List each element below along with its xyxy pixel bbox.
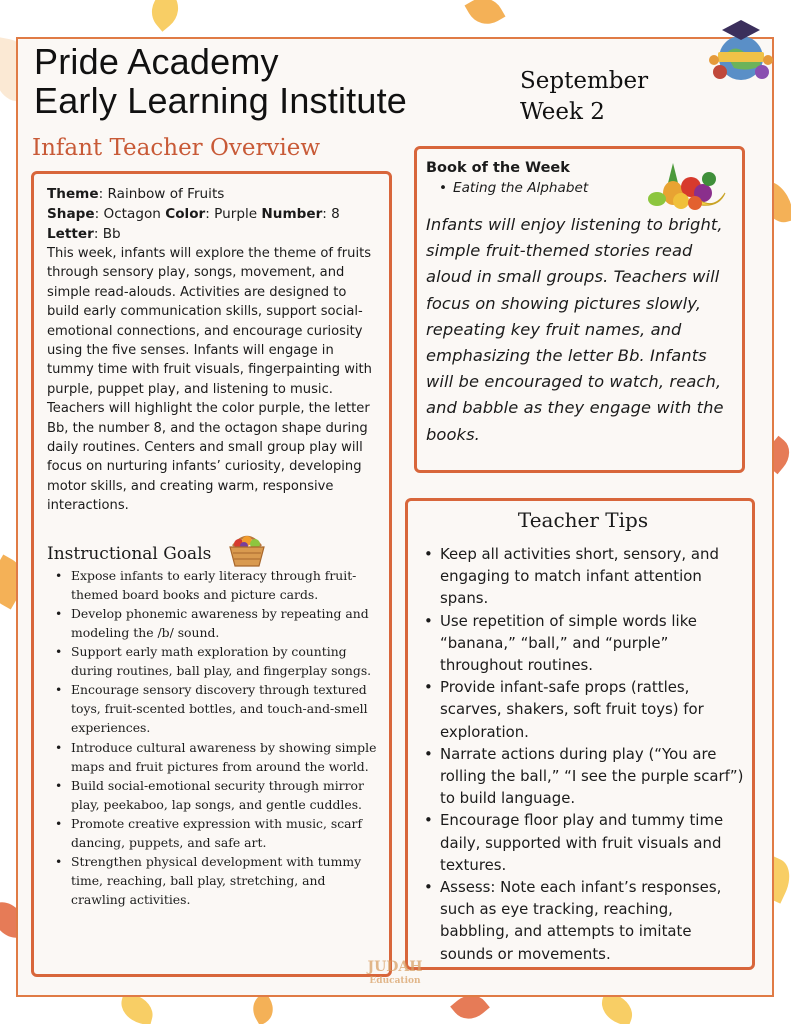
book-heading: Book of the Week [426, 160, 570, 176]
goal-item: • Strengthen physical development with tummy time, reaching, ball play, stretching, and crawling activities. [69, 852, 377, 909]
tip-item: • Narrate actions during play (“You are rolling the ball,” “I see the purple scarf”) to build language. [440, 743, 744, 810]
color-value: : Purple [205, 206, 262, 222]
goal-item: • Promote creative expression with music, scarf dancing, puppets, and safe art. [69, 814, 377, 852]
pride-academy-logo-icon [704, 14, 778, 88]
judah-education-watermark [364, 960, 426, 992]
goals-heading [47, 526, 377, 564]
goal-item: • Support early math exploration by counting during routines, ball play, and fingerplay songs. [69, 642, 377, 680]
goals-heading-text: Instructional Goals [47, 543, 212, 564]
fruit-basket-icon [225, 526, 269, 570]
shape-line [47, 204, 377, 224]
book-description: Infants will enjoy listening to bright, simple fruit-themed stories read aloud in small groups. Teachers will focus on showing pictures slowly, repeating key fruit names, and emphasizing the letter Bb. Infants will be encouraged to watch, reach, and babble as they engage with the books. [426, 215, 724, 444]
autumn-leaf-icon [143, 0, 187, 32]
goal-item: • Introduce cultural awareness by showing simple maps and fruit pictures from around the world. [69, 738, 377, 776]
watermark-line-1: JUDAH [367, 959, 423, 975]
teacher-tips-panel [405, 498, 755, 970]
title-line-1: Pride Academy [34, 41, 279, 82]
letter-line [47, 224, 377, 244]
goals-list [47, 566, 377, 910]
goal-item: • Encourage sensory discovery through textured toys, fruit-scented bottles, and touch-and-smell experiences. [69, 680, 377, 737]
title-line-2: Early Learning Institute [34, 80, 408, 121]
month-label: September [520, 68, 649, 94]
theme-line [47, 184, 377, 204]
page-subtitle: Infant Teacher Overview [32, 135, 321, 161]
book-of-week-panel [414, 146, 745, 473]
watermark-line-2: Education [369, 976, 421, 986]
theme-label: Theme [47, 186, 99, 202]
letter-value: : Bb [93, 226, 121, 242]
tip-item: • Assess: Note each infant’s responses, such as eye tracking, reaching, babbling, and attempts to imitate sounds or movements. [440, 876, 744, 965]
color-label: Color [165, 206, 206, 222]
tips-list [422, 543, 744, 965]
shape-value: : Octagon [94, 206, 166, 222]
date-block [520, 66, 648, 128]
book-title: • Eating the Alphabet [426, 178, 732, 198]
week-label: Week 2 [520, 99, 605, 125]
shape-label: Shape [47, 206, 95, 222]
goal-item: • Build social-emotional security through mirror play, peekaboo, lap songs, and gentle cuddles. [69, 776, 377, 814]
page-title [34, 42, 407, 120]
number-label: Number [261, 206, 323, 222]
letter-label: Letter [47, 226, 94, 242]
tip-item: • Provide infant-safe props (rattles, scarves, shakers, soft fruit toys) for exploration. [440, 676, 744, 743]
overview-description: This week, infants will explore the theme of fruits through sensory play, songs, movement, and simple read-alouds. Activities are designed to build early communication skills, support social-emotional connections, and encourage curiosity using the five senses. Infants will engage in tummy time with fruit visuals, fingerpainting with purple, puppet play, and listening to music. Teachers will highlight the color purple, the letter Bb, the number 8, and the octagon shape during daily routines. Centers and small group play will focus on nurturing infants’ curiosity, developing motor skills, and creating warm, responsive interactions. [47, 246, 372, 514]
autumn-leaf-icon [247, 992, 279, 1024]
fruit-pile-icon [643, 157, 727, 213]
tip-item: • Use repetition of simple words like “banana,” “ball,” and “purple” throughout routines. [440, 610, 744, 677]
goal-item: • Expose infants to early literacy through fruit-themed board books and picture cards. [69, 566, 377, 604]
theme-value: : Rainbow of Fruits [98, 186, 225, 202]
tip-item: • Encourage floor play and tummy time daily, supported with fruit visuals and textures. [440, 809, 744, 876]
number-value: : 8 [322, 206, 340, 222]
tips-heading: Teacher Tips [517, 508, 649, 532]
goal-item: • Develop phonemic awareness by repeating and modeling the /b/ sound. [69, 604, 377, 642]
overview-panel [31, 171, 392, 977]
tip-item: • Keep all activities short, sensory, and engaging to match infant attention spans. [440, 543, 744, 610]
autumn-leaf-icon [465, 0, 506, 31]
